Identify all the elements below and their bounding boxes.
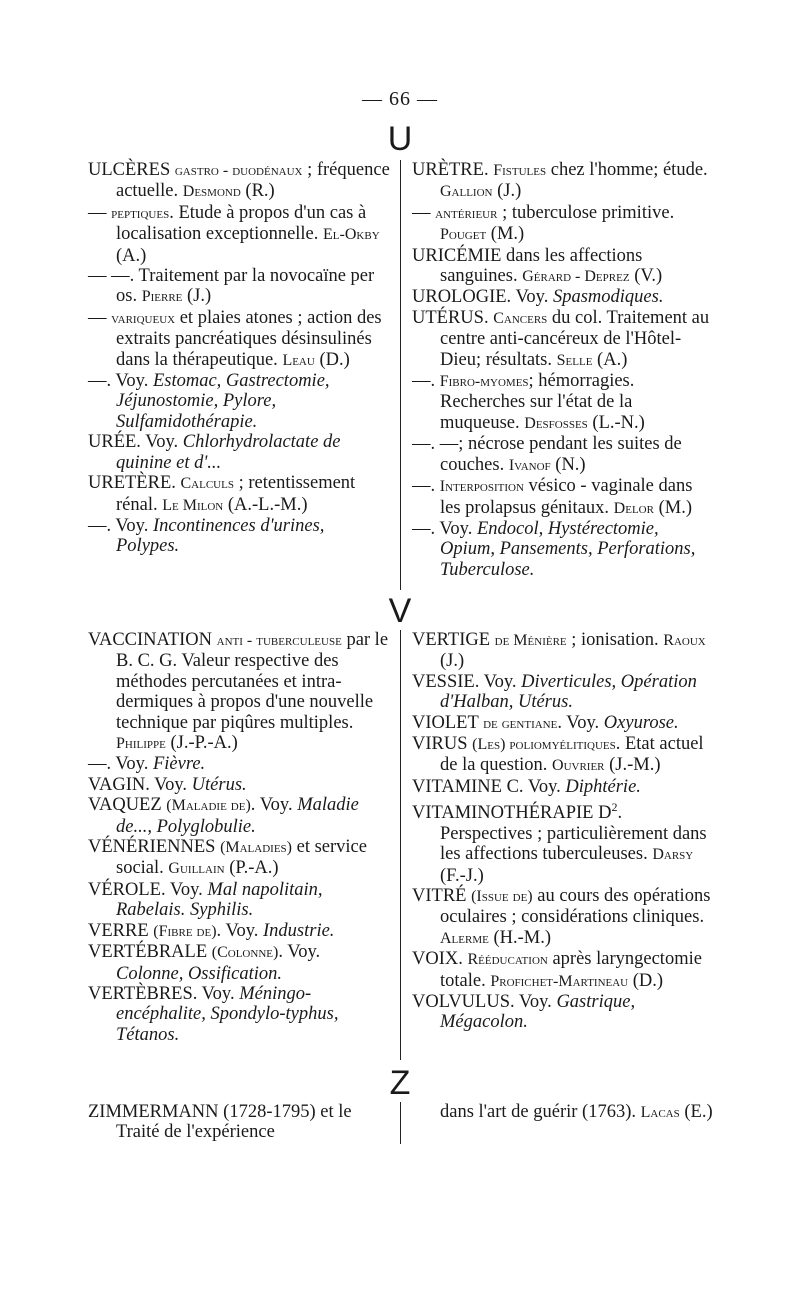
entry-author-sc: Ouvrier [552, 757, 605, 775]
entry-head: —. [412, 371, 440, 392]
index-entry [88, 754, 390, 774]
v-left-column [88, 630, 390, 1045]
entry-sc: Fibro-myomes [439, 373, 529, 391]
entry-author-tail: (A.) [592, 349, 628, 370]
entry-author-tail: (D.) [314, 349, 350, 370]
entry-it: Endocol, Hystérectomie, Opium, Pansements, Perforations, Tuberculose. [440, 518, 696, 580]
entry-head: VAGIN. Voy. [88, 774, 192, 795]
index-entry [412, 160, 714, 203]
index-entry [412, 797, 714, 886]
entry-author-sc: El-Okby [323, 226, 380, 244]
entry-head: VAQUEZ [88, 795, 167, 816]
index-entry [88, 371, 390, 432]
entry-author-tail: (P.-A.) [224, 858, 279, 879]
entry-tail: vésico - vaginale dans les prolapsus génitaux. [440, 476, 693, 518]
entry-it: Diphtérie. [565, 776, 641, 797]
entry-head: VERTÉBRALE [88, 942, 212, 963]
entry-tail: par le B. C. G. Valeur respective des méthodes percutanées et intra-dermiques à propos d'une nouvelle technique par piqûres multiples. [116, 630, 389, 733]
entry-tail: . Voy. [216, 920, 263, 941]
entry-author-sc: Pouget [440, 226, 487, 244]
entry-head: — —. [88, 266, 139, 287]
index-entry [88, 795, 390, 837]
entry-head: VACCINATION [88, 630, 217, 650]
entry-it: Spasmodiques. [552, 287, 664, 308]
entry-tail: ; fréquence actuelle. [116, 160, 390, 202]
entry-tail: Traitement par la novocaïne per os. [116, 266, 375, 307]
entry-author-sc: Lacas [640, 1104, 680, 1121]
entry-head: URETÈRE. [88, 473, 181, 494]
entry-author-tail: (R.) [240, 181, 275, 202]
entry-sc: (Maladie de) [166, 797, 251, 815]
entry-author-sc: Delor [613, 499, 654, 517]
entry-author-sc: Guillain [168, 860, 225, 878]
entry-head: — [88, 307, 112, 328]
entry-tail: chez l'homme; étude. [546, 160, 708, 180]
section-letter-u: U [387, 120, 413, 158]
entry-sc: antérieur [435, 204, 498, 222]
index-entry [412, 371, 714, 434]
index-entry [412, 777, 714, 797]
entry-it: Estomac, Gastrectomie, Jéjunostomie, Pylore, Sulfamidothérapie. [116, 371, 330, 432]
entry-it: Maladie de..., Polyglobulie. [116, 795, 359, 837]
entry-head: URÉE. Voy. [88, 432, 183, 453]
entry-author-sc: Desfosses [524, 414, 588, 432]
entry-head: — [88, 202, 112, 223]
index-entry [88, 880, 390, 921]
entry-tail: . Voy. [250, 795, 298, 816]
entry-sc: Fistules [493, 162, 547, 179]
entry-head: dans l'art de guérir (1763). [440, 1102, 641, 1122]
entry-head: —. [412, 476, 440, 497]
entry-it: Diverticules, Opération d'Halban, Utérus. [440, 671, 697, 713]
entry-author-tail: (J.-P.-A.) [165, 733, 238, 754]
entry-head: VOLVULUS. Voy. [412, 992, 557, 1013]
entry-tail: et plaies atones ; action des extraits pancréatiques désinsulinés dans la thérapeutique. [116, 307, 382, 370]
entry-it: Mal napolitain, Rabelais. Syphilis. [116, 879, 323, 921]
entry-it: Chlorhydrolactate de quinine et d'... [116, 432, 341, 473]
section-letter-z: Z [389, 1064, 411, 1102]
index-entry [412, 476, 714, 519]
entry-tail: dans les affections sanguines. [440, 245, 643, 287]
index-entry [412, 630, 714, 672]
entry-tail: du col. Traitement au centre anti-cancéreux de l'Hôtel-Dieu; résultats. [440, 307, 710, 370]
entry-author-tail: (J.) [440, 651, 465, 672]
entry-author-tail: (J.) [492, 181, 522, 202]
entry-author-sc: Raoux [663, 632, 706, 649]
index-entry [412, 1102, 714, 1123]
entry-author-sc: Le Milon [162, 496, 224, 514]
entry-tail: nécrose pendant les suites de couches. [440, 434, 682, 475]
index-entry [88, 473, 390, 516]
index-entry [412, 434, 714, 476]
entry-author-sc: Profichet-Martineau [490, 972, 629, 990]
entry-head: VERTIGE [412, 630, 495, 650]
entry-tail: ; retentissement rénal. [116, 473, 356, 515]
z-right-column [412, 1102, 714, 1123]
index-entry [412, 713, 714, 734]
page-number: — 66 — [362, 88, 438, 110]
entry-sc: (Fibre de) [153, 922, 217, 940]
v-right-column [412, 630, 714, 1033]
entry-it: Méningo-encéphalite, Spondylo-typhus, Tétanos. [116, 983, 339, 1045]
index-entry [88, 630, 390, 754]
section-letter-v: V [388, 592, 412, 630]
index-entry [412, 949, 714, 992]
entry-head: —. Voy. [412, 518, 477, 539]
index-entry [412, 203, 714, 246]
entry-sc: (Colonne) [211, 944, 279, 962]
entry-it: Utérus. [191, 774, 247, 795]
entry-author-tail: (J.) [182, 286, 212, 307]
index-entry [412, 886, 714, 949]
index-entry [88, 1102, 390, 1143]
entry-author-tail: (D.) [628, 970, 664, 991]
entry-sc: Calculs [180, 475, 234, 493]
entry-author-sc: Desmond [182, 183, 241, 201]
column-divider [400, 160, 401, 590]
entry-sc: de Ménière [494, 632, 567, 649]
entry-tail: ; hémorragies. Recherches sur l'état de la muqueuse. [440, 371, 635, 433]
index-entry [88, 308, 390, 371]
entry-tail: ; ionisation. [566, 630, 664, 650]
entry-head: VERRE [88, 920, 154, 941]
entry-tail: après laryngectomie totale. [440, 949, 702, 991]
entry-author-sc: Leau [282, 351, 315, 369]
entry-it: Fièvre. [152, 754, 206, 775]
entry-author-sc: Selle [556, 351, 593, 369]
index-entry [412, 519, 714, 580]
entry-tail: . Voy. [557, 712, 604, 733]
entry-author-sc: Ivanof [508, 456, 551, 474]
entry-tail: . Perspectives ; particulièrement dans les affections tuberculeuses. [440, 803, 707, 865]
index-entry [88, 516, 390, 557]
index-entry [88, 203, 390, 266]
index-entry [88, 775, 390, 795]
index-entry [88, 837, 390, 880]
entry-head: VIOLET [412, 712, 484, 733]
entry-head: —. —; [412, 434, 469, 455]
entry-author-tail: (M.) [653, 497, 692, 518]
entry-head: URÈTRE. [412, 160, 494, 180]
index-entry [412, 308, 714, 371]
entry-head: VITAMINOTHÉRAPIE D [412, 803, 612, 824]
entry-tail: . Voy. [278, 942, 321, 963]
entry-author-tail: (E.) [679, 1102, 713, 1122]
entry-head: URICÉMIE [412, 245, 507, 266]
entry-author-sc: Philippe [116, 735, 166, 753]
entry-tail: au cours des opérations oculaires ; considérations cliniques. [440, 886, 711, 928]
entry-head: ULCÈRES [88, 160, 175, 180]
index-entry [88, 921, 390, 942]
entry-sup: 2 [611, 800, 618, 815]
entry-head: VITAMINE C. Voy. [412, 776, 566, 797]
entry-sc: variqueux [111, 309, 176, 327]
entry-it: Incontinences d'urines, Polypes. [116, 515, 325, 557]
index-entry [412, 672, 714, 713]
entry-sc: (Issue de) [471, 888, 533, 906]
u-right-column [412, 160, 714, 580]
entry-head: VIRUS [412, 734, 473, 755]
entry-author-tail: (A.-L.-M.) [223, 494, 308, 515]
entry-sc: gastro - duodénaux [174, 162, 303, 179]
entry-sc: de gentiane [483, 714, 558, 732]
entry-sc: Cancers [493, 309, 548, 327]
entry-head: VITRÉ [412, 886, 472, 907]
entry-head: —. Voy. [88, 515, 153, 536]
entry-sc: Rééducation [467, 951, 548, 969]
entry-head: VOIX. [412, 949, 468, 970]
entry-author-tail: (V.) [629, 266, 663, 287]
index-entry [412, 734, 714, 777]
entry-head: VERTÈBRES. Voy. [88, 983, 240, 1004]
entry-tail: . Etude à propos d'un cas à localisation exceptionnelle. [116, 202, 367, 245]
entry-sc: peptiques [111, 204, 170, 222]
entry-tail: ; tuberculose primitive. [497, 202, 675, 223]
entry-head: — [412, 202, 436, 223]
entry-sc: (Maladies) [220, 839, 292, 857]
index-entry [412, 992, 714, 1033]
entry-author-tail: (L.-N.) [587, 412, 645, 433]
entry-head: UROLOGIE. Voy. [412, 287, 553, 308]
entry-author-tail: (A.) [116, 245, 147, 266]
index-entry [88, 160, 390, 203]
entry-author-sc: Gérard - Deprez [522, 268, 630, 286]
entry-head: VÉROLE. Voy. [88, 879, 208, 900]
entry-head: VESSIE. Voy. [412, 671, 522, 692]
entry-author-tail: (N.) [550, 454, 586, 475]
entry-it: Industrie. [263, 920, 335, 941]
entry-it: Gastrique, Mégacolon. [440, 992, 636, 1033]
z-left-column [88, 1102, 390, 1143]
index-entry [88, 432, 390, 473]
index-entry [88, 942, 390, 984]
entry-head: —. Voy. [88, 371, 153, 392]
entry-sc: Interposition [439, 478, 524, 496]
entry-sc: anti - tuberculeuse [216, 632, 342, 649]
entry-head: ZIMMERMANN (1728-1795) et le Traité de l'expérience [88, 1102, 352, 1143]
entry-author-tail: (H.-M.) [488, 927, 552, 948]
entry-author-sc: Darsy [652, 846, 694, 864]
entry-author-tail: (F.-J.) [440, 865, 484, 886]
index-entry [88, 984, 390, 1045]
u-left-column [88, 160, 390, 557]
entry-tail: et service social. [116, 837, 367, 879]
entry-it: Colonne, Ossification. [116, 963, 282, 984]
entry-it: Oxyurose. [603, 712, 679, 733]
entry-sc: (Les) poliomyélitiques [472, 736, 616, 754]
entry-author-tail: (M.) [486, 224, 525, 245]
entry-author-sc: Pierre [141, 288, 183, 306]
entry-author-tail: (J.-M.) [604, 755, 661, 776]
column-divider [400, 630, 401, 1060]
entry-head: UTÉRUS. [412, 307, 494, 328]
entry-head: —. Voy. [88, 754, 153, 775]
index-entry [88, 266, 390, 308]
entry-tail: . Etat actuel de la question. [440, 734, 704, 776]
entry-head: VÉNÉRIENNES [88, 837, 221, 858]
index-entry [412, 246, 714, 288]
column-divider [400, 1102, 401, 1144]
entry-author-sc: Gallion [440, 183, 493, 201]
index-entry [412, 287, 714, 307]
entry-author-sc: Alerme [440, 929, 489, 947]
